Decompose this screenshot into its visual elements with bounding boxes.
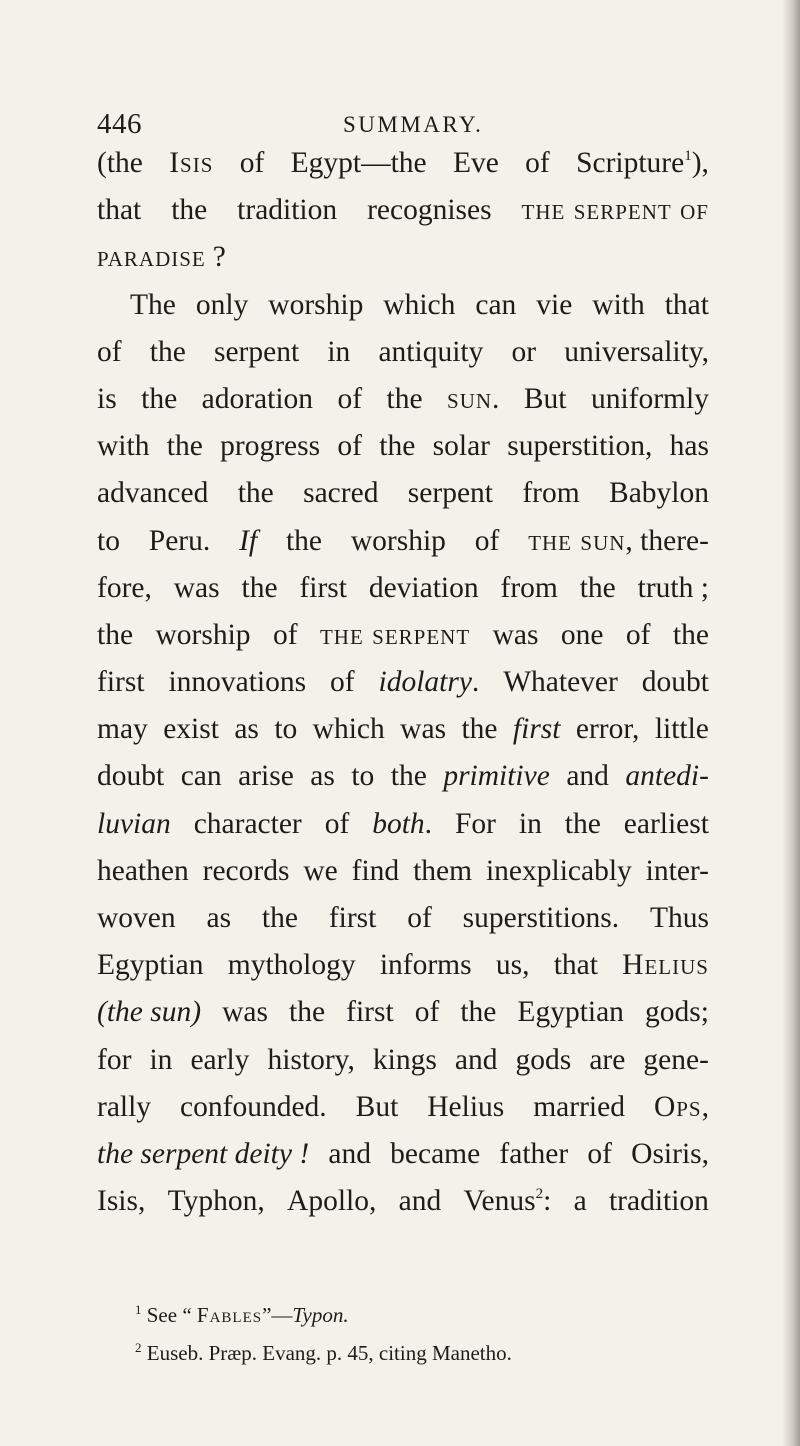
page-edge-shadow [782, 0, 800, 1446]
text-line: first innovations of idolatry. Whatever doubt [97, 666, 709, 699]
text-line: that the tradition recognises the serpent of [97, 194, 709, 227]
footnote-1: $^1$ See “ Fables”—Typon. [135, 1302, 349, 1327]
text-line: of the serpent in antiquity or universality, [97, 335, 709, 368]
text-line: doubt can arise as to the primitive and antedi- [97, 760, 709, 793]
running-head: SUMMARY. [343, 112, 484, 137]
body-text [97, 140, 709, 1225]
text-line: paradise ? [97, 241, 226, 274]
text-line: advanced the sacred serpent from Babylon [97, 477, 709, 510]
text-line: (the sun) was the first of the Egyptian gods; [97, 996, 709, 1029]
footnote-ref-2: 2 [535, 1186, 544, 1203]
text-line: The only worship which can vie with that [130, 288, 709, 321]
text-line: to Peru. If the worship of the sun, there- [97, 524, 709, 557]
text-line: may exist as to which was the first error, little [97, 713, 709, 746]
text-line: Egyptian mythology informs us, that Helius [97, 949, 709, 982]
page-number: 446 [97, 108, 142, 140]
text-line: rally confounded. But Helius married Ops, [97, 1090, 709, 1123]
footnotes [135, 1296, 695, 1372]
text-line: woven as the first of superstitions. Thus [97, 902, 709, 934]
text-line: for in early history, kings and gods are gene- [97, 1043, 709, 1076]
text-line: the serpent deity ! and became father of Osiris, [97, 1137, 709, 1170]
text-line: (the Isis of Egypt—the Eve of Scripture$^1$), [97, 147, 709, 179]
text-line: luvian character of both. For in the earliest [97, 807, 709, 840]
text-line: the worship of the serpent was one of the [97, 618, 709, 651]
footnote-2: $^2$ Euseb. Præp. Evang. p. 45, citing Manetho. [135, 1340, 512, 1365]
text-line: is the adoration of the sun. But uniformly [97, 382, 709, 415]
footnote-ref-1: 1 [684, 148, 692, 164]
text-line: fore, was the first deviation from the truth ; [97, 571, 709, 604]
text-line: Isis, Typhon, Apollo, and Venus$^2$: a tradition [97, 1185, 709, 1218]
text-line: heathen records we find them inexplicably inter- [97, 854, 709, 887]
text-line: with the progress of the solar superstition, has [97, 430, 709, 463]
